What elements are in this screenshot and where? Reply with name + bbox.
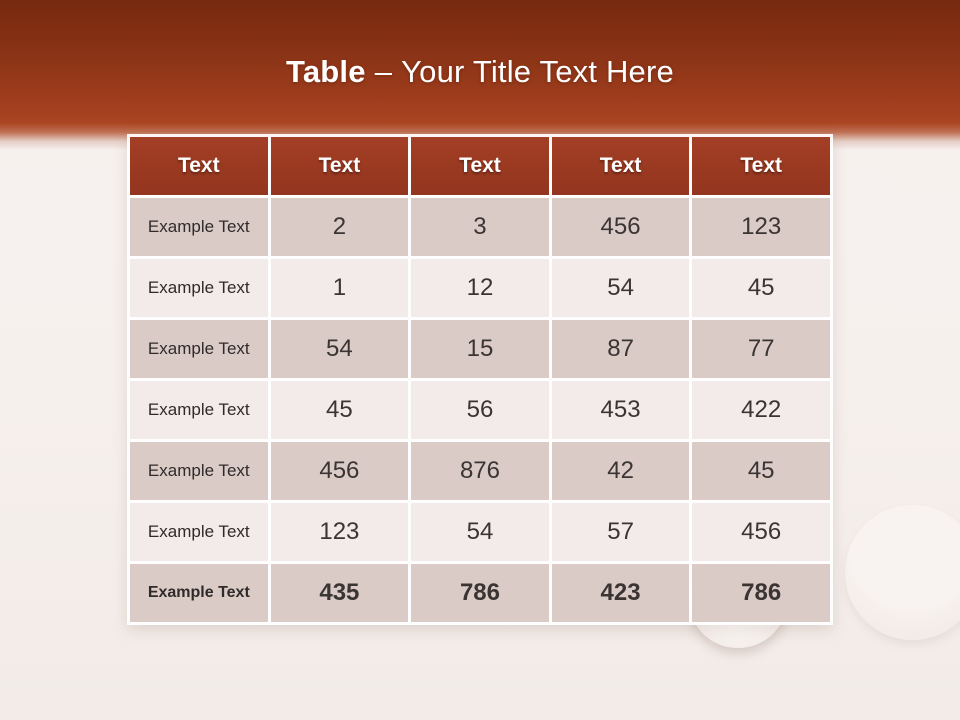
value-cell: 456 bbox=[552, 198, 690, 256]
page-title-separator: – bbox=[374, 54, 393, 89]
column-header: Text bbox=[130, 137, 268, 195]
value-cell: 456 bbox=[692, 503, 830, 561]
column-header: Text bbox=[552, 137, 690, 195]
row-label-cell: Example Text bbox=[130, 503, 268, 561]
value-cell: 423 bbox=[552, 564, 690, 622]
value-cell: 56 bbox=[411, 381, 549, 439]
page-title bbox=[0, 54, 960, 90]
row-label-cell: Example Text bbox=[130, 320, 268, 378]
page-title-bold-part: Table bbox=[286, 54, 366, 89]
table-row bbox=[130, 381, 830, 439]
table-row bbox=[130, 564, 830, 622]
data-table bbox=[127, 134, 833, 625]
value-cell: 12 bbox=[411, 259, 549, 317]
value-cell: 45 bbox=[692, 259, 830, 317]
value-cell: 456 bbox=[271, 442, 409, 500]
value-cell: 87 bbox=[552, 320, 690, 378]
value-cell: 57 bbox=[552, 503, 690, 561]
value-cell: 786 bbox=[411, 564, 549, 622]
table-body bbox=[130, 198, 830, 622]
table-row bbox=[130, 198, 830, 256]
value-cell: 54 bbox=[552, 259, 690, 317]
value-cell: 876 bbox=[411, 442, 549, 500]
table-header-row bbox=[130, 137, 830, 195]
row-label-cell: Example Text bbox=[130, 564, 268, 622]
value-cell: 2 bbox=[271, 198, 409, 256]
value-cell: 1 bbox=[271, 259, 409, 317]
value-cell: 123 bbox=[271, 503, 409, 561]
value-cell: 45 bbox=[271, 381, 409, 439]
value-cell: 45 bbox=[692, 442, 830, 500]
value-cell: 123 bbox=[692, 198, 830, 256]
data-table-container bbox=[127, 134, 833, 625]
column-header: Text bbox=[271, 137, 409, 195]
table-row bbox=[130, 442, 830, 500]
table-row bbox=[130, 503, 830, 561]
decorative-circle bbox=[845, 505, 960, 640]
table-row bbox=[130, 259, 830, 317]
row-label-cell: Example Text bbox=[130, 442, 268, 500]
value-cell: 15 bbox=[411, 320, 549, 378]
value-cell: 3 bbox=[411, 198, 549, 256]
value-cell: 435 bbox=[271, 564, 409, 622]
row-label-cell: Example Text bbox=[130, 259, 268, 317]
table-row bbox=[130, 320, 830, 378]
row-label-cell: Example Text bbox=[130, 198, 268, 256]
page-title-regular-part: Your Title Text Here bbox=[401, 54, 674, 89]
column-header: Text bbox=[692, 137, 830, 195]
value-cell: 453 bbox=[552, 381, 690, 439]
row-label-cell: Example Text bbox=[130, 381, 268, 439]
column-header: Text bbox=[411, 137, 549, 195]
value-cell: 786 bbox=[692, 564, 830, 622]
value-cell: 54 bbox=[411, 503, 549, 561]
value-cell: 77 bbox=[692, 320, 830, 378]
value-cell: 54 bbox=[271, 320, 409, 378]
value-cell: 422 bbox=[692, 381, 830, 439]
value-cell: 42 bbox=[552, 442, 690, 500]
